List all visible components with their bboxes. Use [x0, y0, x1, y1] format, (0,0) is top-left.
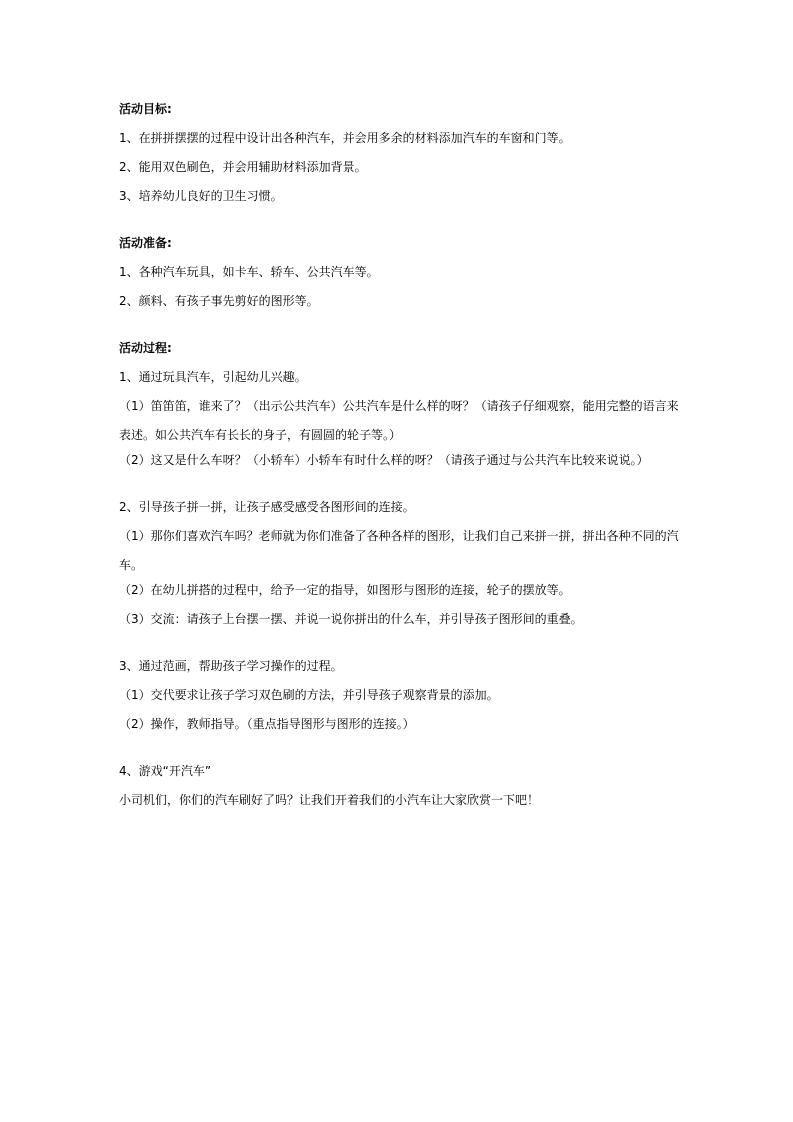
step2-sub3: （3）交流：请孩子上台摆一摆、并说一说你拼出的什么车，并引导孩子图形间的重叠。 — [119, 612, 583, 626]
step1-sub1: （1）笛笛笛，谁来了？（出示公共汽车）公共汽车是什么样的呀？（请孩子仔细观察，能用完整的语言来表述。如公共汽车有长长的身子，有圆圆的轮子等。） — [119, 399, 679, 442]
prep-item-1: 1、各种汽车玩具，如卡车、轿车、公共汽车等。 — [119, 265, 379, 279]
process-heading: 活动过程: — [119, 341, 172, 355]
section-gap — [119, 743, 679, 761]
section-gap — [119, 320, 679, 338]
goal-item-2: 2、能用双色刷色，并会用辅助材料添加背景。 — [119, 160, 367, 174]
step2-sub1: （1）那你们喜欢汽车吗？老师就为你们准备了各种各样的图形，让我们自己来拼一拼，拼出各种不同的汽车。 — [119, 529, 679, 572]
step3-sub1: （1）交代要求让孩子学习双色刷的方法，并引导孩子观察背景的添加。 — [119, 688, 499, 702]
step2-sub2: （2）在幼儿拼搭的过程中，给予一定的指导，如图形与图形的连接，轮子的摆放等。 — [119, 583, 571, 597]
section-gap — [119, 215, 679, 233]
goals-heading: 活动目标: — [119, 102, 172, 116]
step2-title: 2、引导孩子拼一拼，让孩子感受感受各图形间的连接。 — [119, 500, 415, 514]
section-gap — [119, 479, 679, 497]
prep-item-2: 2、颜料、有孩子事先剪好的图形等。 — [119, 294, 319, 308]
step1-sub2: （2）这又是什么车呀？（小轿车）小轿车有时什么样的呀？（请孩子通过与公共汽车比较来说说。） — [119, 453, 649, 467]
document-page — [119, 99, 679, 819]
step4-text: 小司机们，你们的汽车刷好了吗？让我们开着我们的小汽车让大家欣赏一下吧！ — [119, 793, 540, 807]
goal-item-1: 1、在拼拼摆摆的过程中设计出各种汽车，并会用多余的材料添加汽车的车窗和门等。 — [119, 131, 571, 145]
step4-title: 4、游戏“开汽车” — [119, 764, 212, 778]
step3-sub2: （2）操作，教师指导。（重点指导图形与图形的连接。） — [119, 717, 415, 731]
goal-item-3: 3、培养幼儿良好的卫生习惯。 — [119, 189, 283, 203]
step3-title: 3、通过范画，帮助孩子学习操作的过程。 — [119, 659, 343, 673]
prep-heading: 活动准备: — [119, 236, 172, 250]
section-gap — [119, 638, 679, 656]
step1-title: 1、通过玩具汽车，引起幼儿兴趣。 — [119, 370, 307, 384]
